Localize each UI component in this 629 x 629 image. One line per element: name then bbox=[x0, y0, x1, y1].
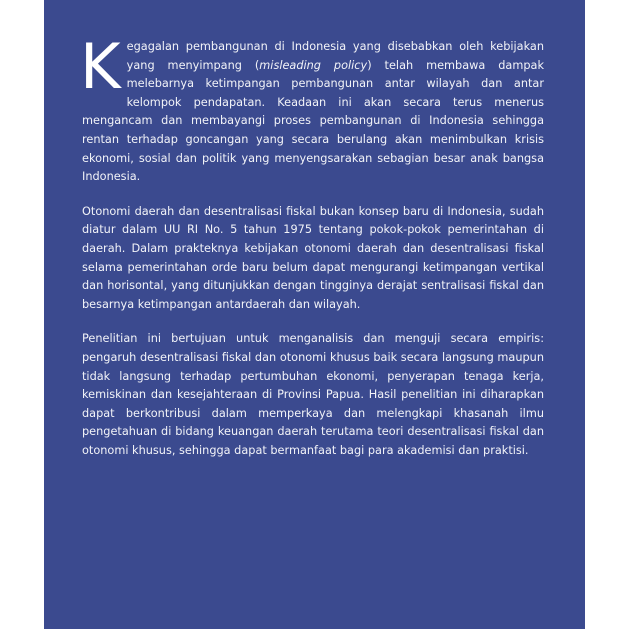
drop-cap: K bbox=[80, 30, 121, 103]
book-back-cover bbox=[44, 0, 585, 629]
paragraph-1-text-start: egagalan pembangunan di Indonesia yang disebabkan oleh kebijakan yang menyimpang ( bbox=[126, 40, 544, 72]
paragraph-2: Otonomi daerah dan desentralisasi fiskal bukan konsep baru di Indonesia, sudah diatur dalam UU RI No. 5 tahun 1975 tentang pokok-pokok pemerintahan di daerah. Dalam prakteknya kebijakan otonomi daerah dan desentralisasi fiskal selama pemerintahan orde baru belum dapat mengurangi ketimpangan vertikal dan horisontal, yang ditunjukkan dengan tingginya derajat sentralisasi fiskal dan besarnya ketimpangan antardaerah dan wilayah. bbox=[82, 204, 544, 311]
paragraph-1-text-end: ) telah membawa dampak melebarnya ketimpangan pembangunan antar wilayah dan antar kelompok pendapatan. Keadaan ini akan secara terus menerus mengancam dan membayangi proses pembangunan di Indonesia sehingga rentan terhadap goncangan yang secara berulang akan menimbulkan krisis ekonomi, sosial dan politik yang menyengsarakan sebagian besar anak bangsa Indonesia. bbox=[82, 58, 544, 184]
paragraph-1 bbox=[80, 30, 544, 187]
synopsis-text bbox=[80, 30, 544, 476]
paragraph-1-italic-term: misleading policy bbox=[259, 58, 368, 72]
paragraph-3: Penelitian ini bertujuan untuk menganalisis dan menguji secara empiris: pengaruh desentralisasi fiskal dan otonomi khusus baik secara langsung maupun tidak langsung terhadap pertumbuhan ekonomi, penyerapan tenaga kerja, kemiskinan dan kesejahteraan di Provinsi Papua. Hasil penelitian ini diharapkan dapat berkontribusi dalam memperkaya dan melengkapi khasanah ilmu pengetahuan di bidang keuangan daerah terutama teori desentralisasi fiskal dan otonomi khusus, sehingga dapat bermanfaat bagi para akademisi dan praktisi. bbox=[82, 332, 544, 457]
